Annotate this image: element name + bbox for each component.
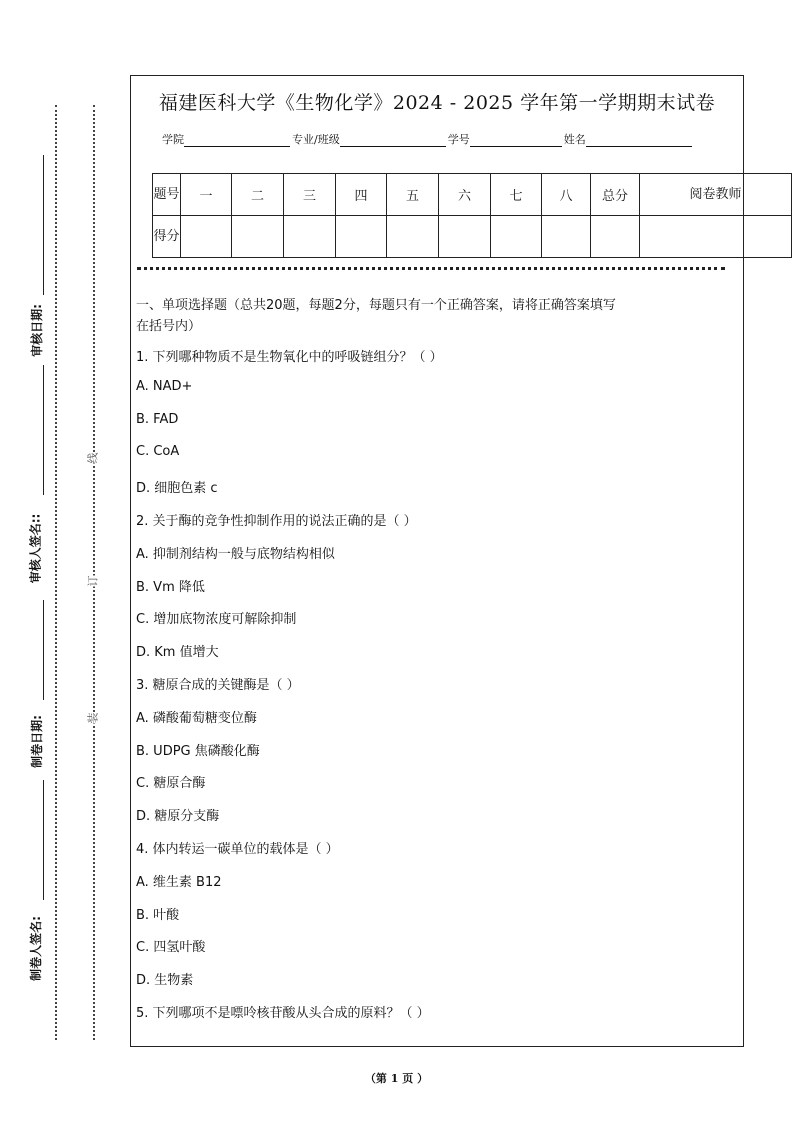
bind-char: 装 — [86, 712, 100, 724]
score-cell[interactable] — [591, 216, 640, 258]
row-label: 得分 — [153, 216, 181, 258]
option: D. 细胞色素 c — [136, 481, 218, 497]
score-header: 阅卷教师 — [640, 174, 792, 216]
dotted-line — [55, 105, 57, 1040]
option: C. 四氢叶酸 — [136, 940, 206, 956]
review-date-label: 审核日期: — [29, 304, 44, 357]
score-cell[interactable] — [284, 216, 336, 258]
score-header: 五 — [387, 174, 439, 216]
question: 2. 关于酶的竞争性抑制作用的说法正确的是（ ） — [136, 514, 417, 529]
option: D. 糖原分支酶 — [136, 809, 220, 825]
score-header: 七 — [491, 174, 542, 216]
option: C. 糖原合酶 — [136, 776, 206, 792]
bind-char: 订 — [86, 575, 100, 587]
make-date-label: 制卷日期: — [29, 715, 44, 768]
college-label: 学院 — [162, 133, 184, 146]
section-heading: 在括号内） — [136, 319, 202, 334]
reviewer-sign-label: 审核人签名:: — [28, 513, 43, 584]
section-heading: 一、单项选择题（总共20题，每题2分，每题只有一个正确答案，请将正确答案填写 — [136, 298, 616, 313]
score-cell[interactable] — [181, 216, 232, 258]
student-id-field[interactable] — [470, 132, 562, 147]
option: A. 抑制剂结构一般与底物结构相似 — [136, 546, 335, 562]
name-label: 姓名 — [563, 133, 586, 146]
question: 5. 下列哪项不是嘌呤核苷酸从头合成的原料？（ ） — [136, 1006, 430, 1021]
college-field[interactable] — [184, 132, 290, 147]
score-header: 二 — [232, 174, 284, 216]
score-header: 三 — [284, 174, 336, 216]
score-header: 总分 — [591, 174, 640, 216]
option: B. Vm 降低 — [136, 579, 205, 595]
score-header: 四 — [336, 174, 387, 216]
option: A. NAD+ — [136, 378, 193, 394]
score-cell[interactable] — [491, 216, 542, 258]
signature-line — [43, 155, 44, 295]
score-cell[interactable] — [640, 216, 792, 258]
option: B. UDPG 焦磷酸化酶 — [136, 743, 260, 759]
signature-line — [43, 600, 44, 700]
option: A. 维生素 B12 — [136, 874, 222, 890]
signature-line — [43, 780, 44, 900]
option: D. Km 值增大 — [136, 645, 219, 661]
option: A. 磷酸葡萄糖变位酶 — [136, 710, 257, 726]
dotted-line — [93, 105, 95, 1040]
separator — [137, 267, 725, 270]
score-cell[interactable] — [387, 216, 439, 258]
name-field[interactable] — [586, 132, 692, 147]
score-table — [152, 173, 792, 258]
row-label: 题号 — [153, 174, 181, 216]
bind-char: 线 — [86, 452, 100, 464]
major-field[interactable] — [340, 132, 446, 147]
score-cell[interactable] — [439, 216, 491, 258]
option: D. 生物素 — [136, 973, 194, 989]
signature-line — [43, 365, 44, 495]
option: C. 增加底物浓度可解除抑制 — [136, 612, 297, 628]
option: C. CoA — [136, 444, 180, 460]
option: B. 叶酸 — [136, 907, 180, 923]
score-cell[interactable] — [232, 216, 284, 258]
option: B. FAD — [136, 411, 179, 427]
question: 1. 下列哪种物质不是生物氧化中的呼吸链组分？（ ） — [136, 350, 443, 365]
score-header: 八 — [542, 174, 591, 216]
page-number: （第 1 页 ） — [364, 1072, 429, 1085]
score-cell[interactable] — [336, 216, 387, 258]
major-label: 专业/班级 — [292, 133, 340, 146]
score-header: 一 — [181, 174, 232, 216]
score-cell[interactable] — [542, 216, 591, 258]
maker-sign-label: 制卷人签名: — [28, 916, 43, 981]
student-info — [162, 131, 694, 147]
score-header: 六 — [439, 174, 491, 216]
question: 3. 糖原合成的关键酶是（ ） — [136, 678, 300, 693]
exam-title: 福建医科大学《生物化学》2024 - 2025 学年第一学期期末试卷 — [158, 92, 716, 114]
question: 4. 体内转运一碳单位的载体是（ ） — [136, 842, 339, 857]
student-id-label: 学号 — [447, 133, 470, 146]
